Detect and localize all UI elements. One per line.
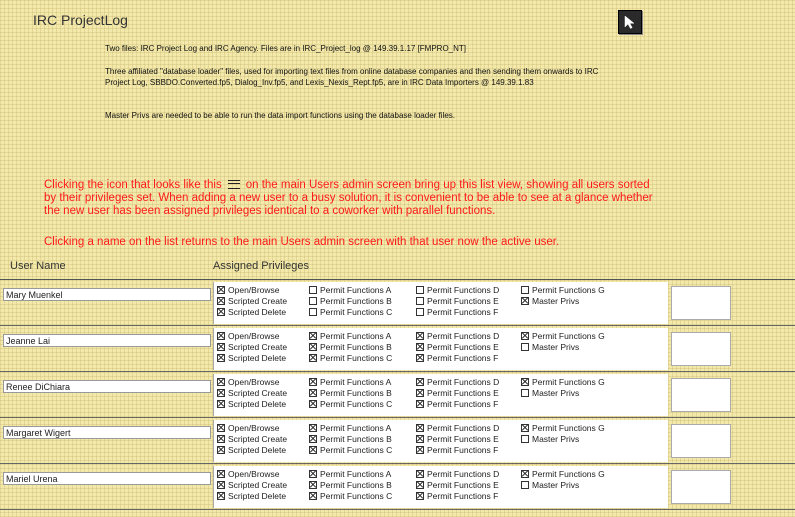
privilege-label: Permit Functions D	[427, 376, 500, 387]
privilege-label: Scripted Delete	[228, 398, 287, 409]
privilege-option[interactable]	[217, 490, 287, 501]
privilege-label: Permit Functions B	[320, 341, 392, 352]
privilege-checkbox[interactable]	[217, 492, 225, 500]
user-notes-field[interactable]	[671, 286, 731, 320]
privilege-label: Permit Functions B	[320, 295, 392, 306]
privilege-checkbox[interactable]	[309, 308, 317, 316]
privilege-checkbox[interactable]	[521, 389, 529, 397]
privilege-option[interactable]	[309, 330, 392, 341]
privilege-label: Scripted Create	[228, 387, 288, 398]
privilege-checkbox[interactable]	[521, 424, 529, 432]
privilege-label: Permit Functions E	[427, 387, 499, 398]
privilege-label: Permit Functions A	[320, 376, 392, 387]
privilege-checkbox[interactable]	[521, 481, 529, 489]
privilege-label: Scripted Create	[228, 295, 288, 306]
privilege-checkbox[interactable]	[309, 492, 317, 500]
privilege-checkbox[interactable]	[416, 470, 424, 478]
privilege-label: Open/Browse	[228, 284, 280, 295]
privilege-checkbox[interactable]	[309, 424, 317, 432]
privilege-checkbox[interactable]	[416, 400, 424, 408]
privilege-checkbox[interactable]	[416, 389, 424, 397]
privilege-option[interactable]	[416, 330, 499, 341]
instruction-text-before-icon: Clicking the icon that looks like this	[44, 179, 222, 191]
privilege-checkbox[interactable]	[309, 286, 317, 294]
user-notes-field[interactable]	[671, 378, 731, 412]
user-name-header: User Name	[10, 260, 66, 272]
privilege-label: Master Privs	[532, 479, 580, 490]
privilege-checkbox[interactable]	[416, 424, 424, 432]
privilege-checkbox[interactable]	[309, 481, 317, 489]
privilege-checkbox[interactable]	[217, 308, 225, 316]
privilege-option[interactable]	[416, 422, 499, 433]
assigned-privileges-header: Assigned Privileges	[213, 260, 309, 272]
user-row[interactable]	[0, 464, 795, 510]
privilege-label: Permit Functions D	[427, 422, 500, 433]
user-notes-field[interactable]	[671, 470, 731, 504]
user-name-field[interactable]: Mary Muenkel	[3, 288, 211, 301]
privileges-panel	[213, 466, 668, 508]
privilege-label: Open/Browse	[228, 330, 280, 341]
privilege-checkbox[interactable]	[416, 297, 424, 305]
instruction-paragraph-2: Clicking a name on the list returns to the main Users admin screen with that user now the active user.	[44, 236, 560, 248]
user-name-field[interactable]: Jeanne Lai	[3, 334, 211, 347]
privilege-checkbox[interactable]	[217, 481, 225, 489]
privilege-label: Permit Functions A	[320, 422, 392, 433]
privilege-option[interactable]	[521, 330, 605, 341]
privilege-label: Permit Functions C	[320, 306, 393, 317]
privilege-label: Permit Functions F	[427, 490, 499, 501]
privilege-label: Permit Functions A	[320, 330, 392, 341]
pointer-tool-button[interactable]	[618, 10, 642, 34]
privilege-option[interactable]	[217, 306, 287, 317]
privilege-option[interactable]	[217, 376, 287, 387]
privilege-label: Permit Functions F	[427, 352, 499, 363]
privilege-checkbox[interactable]	[309, 343, 317, 351]
privilege-checkbox[interactable]	[217, 400, 225, 408]
privilege-label: Scripted Delete	[228, 444, 287, 455]
privilege-option[interactable]	[309, 398, 392, 409]
privilege-checkbox[interactable]	[217, 424, 225, 432]
privilege-label: Permit Functions E	[427, 433, 499, 444]
privilege-option[interactable]	[309, 284, 392, 295]
user-row[interactable]	[0, 372, 795, 418]
privilege-checkbox[interactable]	[521, 297, 529, 305]
privileges-panel	[213, 282, 668, 324]
privilege-label: Master Privs	[532, 387, 580, 398]
privilege-option[interactable]	[416, 490, 499, 501]
privilege-label: Permit Functions D	[427, 468, 500, 479]
row-divider	[0, 509, 795, 510]
privilege-checkbox[interactable]	[217, 470, 225, 478]
privilege-checkbox[interactable]	[416, 446, 424, 454]
privilege-option[interactable]	[416, 387, 499, 398]
privilege-checkbox[interactable]	[309, 378, 317, 386]
privilege-option[interactable]	[416, 468, 499, 479]
privilege-option[interactable]	[416, 376, 499, 387]
privilege-label: Permit Functions A	[320, 468, 392, 479]
privilege-checkbox[interactable]	[416, 332, 424, 340]
privilege-option[interactable]	[309, 376, 392, 387]
privileges-panel	[213, 420, 668, 462]
privilege-option[interactable]	[309, 479, 392, 490]
privilege-label: Permit Functions E	[427, 295, 499, 306]
privilege-option[interactable]	[521, 341, 605, 352]
instruction-paragraph-1	[44, 179, 664, 218]
privilege-option[interactable]	[416, 444, 499, 455]
privilege-option[interactable]	[217, 422, 287, 433]
privilege-option[interactable]	[217, 284, 287, 295]
privilege-label: Permit Functions F	[427, 398, 499, 409]
privilege-checkbox[interactable]	[309, 470, 317, 478]
privilege-option[interactable]	[521, 479, 605, 490]
list-view-icon	[228, 180, 240, 189]
privilege-option[interactable]	[217, 352, 287, 363]
privilege-option[interactable]	[309, 387, 392, 398]
privilege-option[interactable]	[416, 352, 499, 363]
privilege-option[interactable]	[217, 468, 287, 479]
privilege-option[interactable]	[416, 479, 499, 490]
privilege-checkbox[interactable]	[416, 481, 424, 489]
privilege-checkbox[interactable]	[416, 343, 424, 351]
user-row[interactable]	[0, 418, 795, 464]
privilege-option[interactable]	[309, 433, 392, 444]
privilege-label: Permit Functions F	[427, 306, 499, 317]
privilege-option[interactable]	[521, 295, 605, 306]
privilege-option[interactable]	[416, 398, 499, 409]
user-row[interactable]	[0, 280, 795, 326]
privilege-checkbox[interactable]	[309, 400, 317, 408]
app-title: IRC ProjectLog	[33, 12, 128, 28]
privilege-option[interactable]	[309, 352, 392, 363]
info-files-text: Two files: IRC Project Log and IRC Agency. Files are in IRC_Project_log @ 149.39.1.17 [FMPRO_NT]	[105, 44, 467, 53]
privilege-checkbox[interactable]	[217, 446, 225, 454]
privilege-checkbox[interactable]	[309, 389, 317, 397]
privilege-label: Master Privs	[532, 341, 580, 352]
privilege-label: Permit Functions G	[532, 468, 605, 479]
privilege-option[interactable]	[217, 479, 287, 490]
privilege-checkbox[interactable]	[521, 286, 529, 294]
privilege-checkbox[interactable]	[217, 354, 225, 362]
privilege-label: Permit Functions E	[427, 341, 499, 352]
privilege-label: Master Privs	[532, 433, 580, 444]
privilege-option[interactable]	[309, 295, 392, 306]
privilege-option[interactable]	[309, 490, 392, 501]
privilege-option[interactable]	[217, 330, 287, 341]
user-notes-field[interactable]	[671, 424, 731, 458]
privilege-checkbox[interactable]	[416, 354, 424, 362]
privilege-label: Permit Functions C	[320, 398, 393, 409]
privilege-checkbox[interactable]	[217, 343, 225, 351]
privilege-label: Open/Browse	[228, 376, 280, 387]
user-name-field[interactable]: Renee DiChiara	[3, 380, 211, 393]
privilege-option[interactable]	[309, 444, 392, 455]
privilege-option[interactable]	[416, 295, 499, 306]
privilege-checkbox[interactable]	[217, 332, 225, 340]
privilege-checkbox[interactable]	[309, 435, 317, 443]
privileges-panel	[213, 328, 668, 370]
privilege-label: Permit Functions G	[532, 422, 605, 433]
privilege-option[interactable]	[521, 468, 605, 479]
privilege-checkbox[interactable]	[521, 435, 529, 443]
privilege-checkbox[interactable]	[217, 286, 225, 294]
privilege-label: Open/Browse	[228, 422, 280, 433]
user-name-field[interactable]: Margaret Wigert	[3, 426, 211, 439]
user-notes-field[interactable]	[671, 332, 731, 366]
privilege-option[interactable]	[217, 433, 287, 444]
privilege-option[interactable]	[217, 295, 287, 306]
privilege-label: Permit Functions C	[320, 444, 393, 455]
privilege-checkbox[interactable]	[416, 492, 424, 500]
privilege-option[interactable]	[309, 422, 392, 433]
privilege-option[interactable]	[217, 444, 287, 455]
privilege-option[interactable]	[521, 433, 605, 444]
privilege-label: Permit Functions C	[320, 490, 393, 501]
info-loader-text: Three affiliated "database loader" files, used for importing text files from online database companies and then sending them onwards to IRC Project Log, SBBDO.Converted.fp5, Dialog_Inv.fp5, and Lexis_Nexis_Rept.fp5, are in IRC Data Importers @ 149.39.1.83	[105, 67, 599, 87]
privilege-label: Permit Functions B	[320, 387, 392, 398]
privilege-checkbox[interactable]	[309, 332, 317, 340]
privilege-option[interactable]	[217, 341, 287, 352]
privilege-option[interactable]	[416, 433, 499, 444]
info-master-privs-text: Master Privs are needed to be able to run the data import functions using the database loader files.	[105, 111, 455, 120]
privilege-checkbox[interactable]	[416, 435, 424, 443]
privilege-option[interactable]	[521, 422, 605, 433]
privilege-checkbox[interactable]	[309, 446, 317, 454]
privilege-label: Scripted Create	[228, 341, 288, 352]
privilege-label: Permit Functions A	[320, 284, 392, 295]
privilege-label: Permit Functions G	[532, 376, 605, 387]
privilege-label: Permit Functions G	[532, 284, 605, 295]
privilege-checkbox[interactable]	[217, 297, 225, 305]
privilege-option[interactable]	[416, 341, 499, 352]
privilege-checkbox[interactable]	[309, 354, 317, 362]
privilege-option[interactable]	[217, 387, 287, 398]
privilege-option[interactable]	[416, 306, 499, 317]
privilege-checkbox[interactable]	[217, 435, 225, 443]
privilege-label: Scripted Delete	[228, 490, 287, 501]
privilege-label: Scripted Delete	[228, 306, 287, 317]
privilege-label: Permit Functions C	[320, 352, 393, 363]
user-row[interactable]	[0, 326, 795, 372]
privilege-label: Scripted Create	[228, 433, 288, 444]
privilege-checkbox[interactable]	[217, 389, 225, 397]
privileges-panel	[213, 374, 668, 416]
privilege-option[interactable]	[521, 387, 605, 398]
privilege-label: Scripted Create	[228, 479, 288, 490]
privilege-checkbox[interactable]	[521, 343, 529, 351]
privilege-checkbox[interactable]	[309, 297, 317, 305]
privilege-checkbox[interactable]	[217, 378, 225, 386]
privilege-option[interactable]	[309, 468, 392, 479]
privilege-label: Permit Functions F	[427, 444, 499, 455]
privilege-label: Permit Functions D	[427, 330, 500, 341]
privilege-checkbox[interactable]	[416, 286, 424, 294]
privilege-checkbox[interactable]	[416, 308, 424, 316]
privilege-checkbox[interactable]	[416, 378, 424, 386]
privilege-checkbox[interactable]	[521, 378, 529, 386]
instruction-text-after-icon: on the main Users admin screen bring up this list view, showing all users sorted by their privileges set. When adding a new user to a busy solution, it is convenient to be able to see at a glance whether the new user has been assigned privileges identical to a coworker with parallel functions.	[44, 179, 653, 217]
privilege-checkbox[interactable]	[521, 470, 529, 478]
privilege-option[interactable]	[309, 341, 392, 352]
privilege-option[interactable]	[309, 306, 392, 317]
privilege-label: Scripted Delete	[228, 352, 287, 363]
user-name-field[interactable]: Mariel Urena	[3, 472, 211, 485]
privilege-label: Permit Functions B	[320, 433, 392, 444]
cursor-arrow-icon	[624, 15, 636, 29]
privilege-label: Permit Functions G	[532, 330, 605, 341]
privilege-label: Permit Functions D	[427, 284, 500, 295]
privilege-option[interactable]	[521, 284, 605, 295]
privilege-label: Open/Browse	[228, 468, 280, 479]
privilege-label: Permit Functions B	[320, 479, 392, 490]
privilege-option[interactable]	[521, 376, 605, 387]
privilege-label: Permit Functions E	[427, 479, 499, 490]
privilege-option[interactable]	[416, 284, 499, 295]
privilege-checkbox[interactable]	[521, 332, 529, 340]
privilege-label: Master Privs	[532, 295, 580, 306]
privilege-option[interactable]	[217, 398, 287, 409]
